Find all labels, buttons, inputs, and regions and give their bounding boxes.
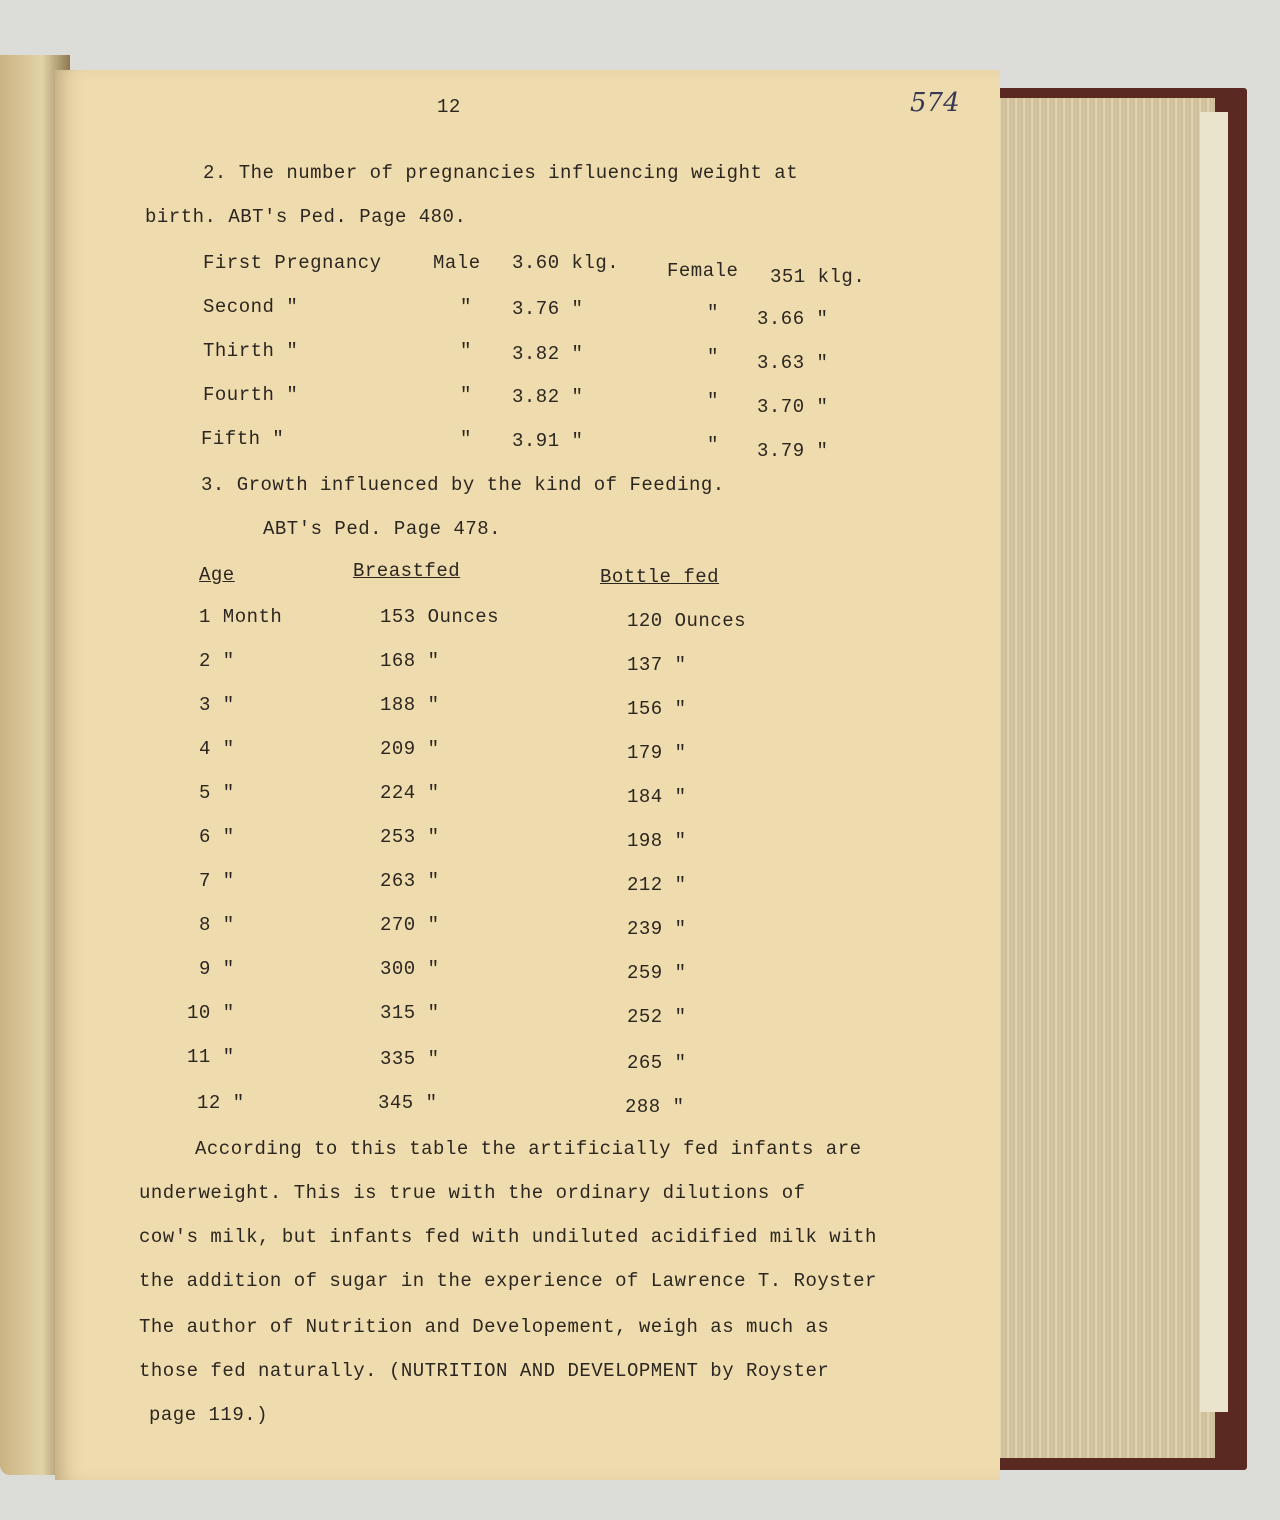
section3-heading-line2: ABT's Ped. Page 478. — [263, 518, 502, 540]
paragraph-line: the addition of sugar in the experience of Lawrence T. Royster — [139, 1270, 877, 1292]
female-label: Female — [667, 260, 739, 282]
male-value: 3.82 " — [512, 343, 584, 365]
bottlefed-cell: 184 " — [627, 786, 687, 808]
bottlefed-cell: 239 " — [627, 918, 687, 940]
bottlefed-cell: 179 " — [627, 742, 687, 764]
row-label: Fifth " — [201, 428, 285, 450]
breastfed-cell: 224 " — [380, 782, 440, 804]
page-block-edges — [995, 98, 1215, 1458]
female-value: 3.63 " — [757, 352, 829, 374]
breastfed-cell: 188 " — [380, 694, 440, 716]
breastfed-cell: 209 " — [380, 738, 440, 760]
header-age: Age — [199, 564, 235, 586]
male-label: " — [460, 384, 472, 406]
row-label: Second " — [203, 296, 299, 318]
breastfed-cell: 153 Ounces — [380, 606, 500, 628]
male-label: " — [460, 296, 472, 318]
section2-heading-line1: 2. The number of pregnancies influencing weight at — [203, 162, 799, 184]
bottlefed-cell: 252 " — [627, 1006, 687, 1028]
male-value: 3.60 klg. — [512, 252, 620, 274]
male-label: " — [460, 428, 472, 450]
male-value: 3.91 " — [512, 430, 584, 452]
bottlefed-cell: 156 " — [627, 698, 687, 720]
age-cell: 3 " — [199, 694, 235, 716]
age-cell: 6 " — [199, 826, 235, 848]
breastfed-cell: 300 " — [380, 958, 440, 980]
header-breastfed: Breastfed — [353, 560, 461, 582]
female-value: 3.66 " — [757, 308, 829, 330]
paragraph-line: page 119.) — [149, 1404, 269, 1426]
age-cell: 1 Month — [199, 606, 283, 628]
female-label: " — [707, 390, 719, 412]
female-value: 3.79 " — [757, 440, 829, 462]
page-number: 12 — [437, 96, 461, 118]
age-cell: 5 " — [199, 782, 235, 804]
age-cell: 9 " — [199, 958, 235, 980]
bottlefed-cell: 120 Ounces — [627, 610, 747, 632]
folio-number: 574 — [910, 88, 960, 118]
female-value: 3.70 " — [757, 396, 829, 418]
paragraph-line: The author of Nutrition and Developement, weigh as much as — [139, 1316, 830, 1338]
bottlefed-cell: 288 " — [625, 1096, 685, 1118]
age-cell: 2 " — [199, 650, 235, 672]
breastfed-cell: 345 " — [378, 1092, 438, 1114]
bottlefed-cell: 198 " — [627, 830, 687, 852]
age-cell: 7 " — [199, 870, 235, 892]
female-value: 351 klg. — [770, 266, 866, 288]
paragraph-line: underweight. This is true with the ordinary dilutions of — [139, 1182, 806, 1204]
paragraph-line: those fed naturally. (NUTRITION AND DEVELOPMENT by Royster — [139, 1360, 830, 1382]
female-label: " — [707, 434, 719, 456]
breastfed-cell: 168 " — [380, 650, 440, 672]
age-cell: 11 " — [187, 1046, 235, 1068]
bottlefed-cell: 137 " — [627, 654, 687, 676]
breastfed-cell: 335 " — [380, 1048, 440, 1070]
age-cell: 8 " — [199, 914, 235, 936]
bottlefed-cell: 265 " — [627, 1052, 687, 1074]
breastfed-cell: 263 " — [380, 870, 440, 892]
breastfed-cell: 270 " — [380, 914, 440, 936]
female-label: " — [707, 346, 719, 368]
paragraph-line: According to this table the artificially fed infants are — [195, 1138, 862, 1160]
breastfed-cell: 315 " — [380, 1002, 440, 1024]
bottlefed-cell: 212 " — [627, 874, 687, 896]
header-bottlefed: Bottle fed — [600, 566, 720, 588]
bottlefed-cell: 259 " — [627, 962, 687, 984]
breastfed-cell: 253 " — [380, 826, 440, 848]
section3-heading-line1: 3. Growth influenced by the kind of Feeding. — [201, 474, 725, 496]
male-label: " — [460, 340, 472, 362]
age-cell: 12 " — [197, 1092, 245, 1114]
row-label: Fourth " — [203, 384, 299, 406]
female-label: " — [707, 302, 719, 324]
document-page — [55, 70, 1000, 1480]
male-value: 3.82 " — [512, 386, 584, 408]
male-value: 3.76 " — [512, 298, 584, 320]
section2-heading-line2: birth. ABT's Ped. Page 480. — [145, 206, 467, 228]
male-label: Male — [433, 252, 481, 274]
age-cell: 4 " — [199, 738, 235, 760]
age-cell: 10 " — [187, 1002, 235, 1024]
paragraph-line: cow's milk, but infants fed with undiluted acidified milk with — [139, 1226, 877, 1248]
row-label: Thirth " — [203, 340, 299, 362]
row-label: First Pregnancy — [203, 252, 382, 274]
endpaper — [1200, 112, 1228, 1412]
